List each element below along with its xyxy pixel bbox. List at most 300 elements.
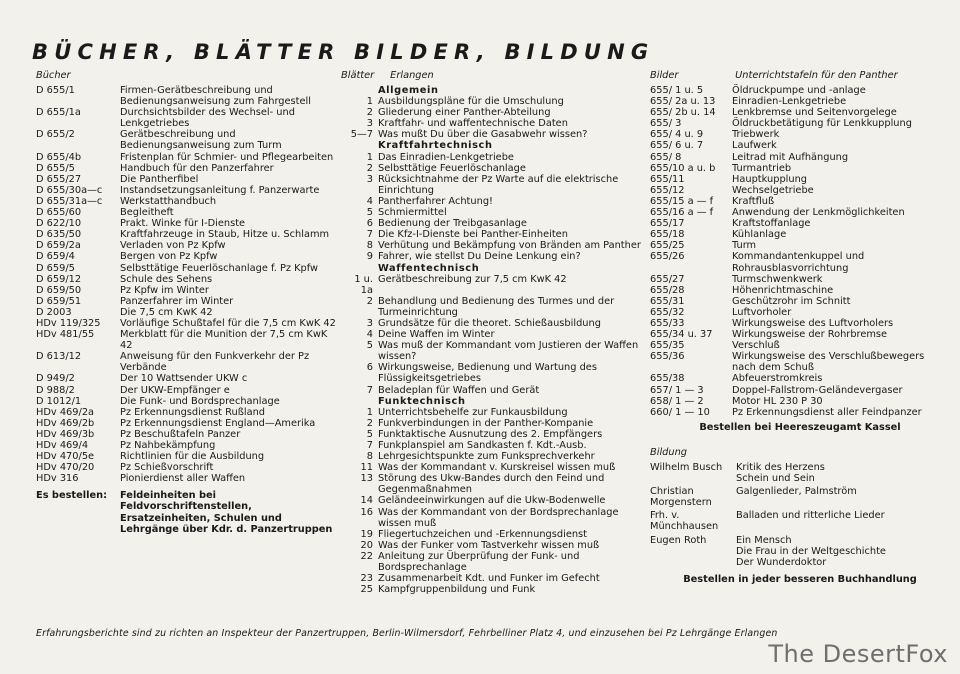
book-row bbox=[36, 429, 336, 440]
book-code: D 949/2 bbox=[36, 373, 75, 385]
picture-title: Abfeuerstromkreis bbox=[732, 373, 823, 385]
picture-title: Wirkungsweise des Verschlußbewegers nach dem Schuß bbox=[732, 351, 925, 374]
sheet-title: Was der Kommandant v. Kurskreisel wissen muß bbox=[378, 462, 616, 474]
sheet-title: Anleitung zur Überprüfung der Funk- und Bordsprechanlage bbox=[378, 550, 580, 574]
book-code: D 655/2 bbox=[36, 129, 75, 141]
sheet-row bbox=[341, 240, 641, 251]
book-code: D 659/12 bbox=[36, 273, 82, 285]
page-title: BÜCHER, BLÄTTER BILDER, BILDUNG bbox=[32, 40, 655, 64]
picture-code: 655/ 2a u. 13 bbox=[650, 96, 716, 108]
book-title: Die Pantherfibel bbox=[120, 173, 199, 185]
picture-row bbox=[650, 373, 950, 384]
sheet-title: Deine Waffen im Winter bbox=[378, 329, 495, 341]
books-order-note bbox=[36, 490, 336, 534]
sheet-row bbox=[341, 584, 641, 595]
book-title: Fristenplan für Schmier- und Pflegearbeiten bbox=[120, 151, 334, 163]
sheet-row bbox=[341, 218, 641, 229]
sheet-row bbox=[341, 329, 641, 340]
sheet-row bbox=[341, 407, 641, 418]
picture-row bbox=[650, 274, 950, 285]
sheet-number: 7 bbox=[366, 440, 373, 451]
book-title: Werkstatthandbuch bbox=[120, 195, 217, 207]
sheet-row bbox=[341, 551, 641, 573]
pictures-column bbox=[650, 70, 950, 585]
picture-row bbox=[650, 396, 950, 407]
sheet-number: 19 bbox=[360, 528, 373, 540]
education-author: Wilhelm Busch bbox=[650, 462, 723, 473]
sheet-title: Was muß der Kommandant vom Justieren der Waffen wissen? bbox=[378, 340, 639, 363]
sheet-number: 3 bbox=[366, 317, 373, 329]
sheet-row bbox=[341, 418, 641, 429]
education-row bbox=[650, 535, 950, 568]
education-row bbox=[650, 462, 950, 484]
sheet-title: Lehrgesichtspunkte zum Funksprechverkehr bbox=[378, 451, 595, 463]
sheet-row bbox=[341, 274, 641, 296]
picture-row bbox=[650, 229, 950, 240]
picture-row bbox=[650, 296, 950, 307]
picture-code: 657/ 1 — 3 bbox=[650, 384, 704, 396]
picture-code: 655/ 2b u. 14 bbox=[650, 107, 716, 119]
picture-row bbox=[650, 85, 950, 96]
book-row bbox=[36, 274, 336, 285]
picture-title: Hauptkupplung bbox=[732, 173, 808, 185]
sheet-title: Das Einradien-Lenkgetriebe bbox=[378, 151, 514, 163]
sheet-row bbox=[341, 495, 641, 506]
sheet-number: 23 bbox=[360, 573, 373, 585]
picture-row bbox=[650, 340, 950, 351]
picture-code: 655/17 bbox=[650, 218, 685, 230]
sheet-number: 20 bbox=[360, 539, 373, 551]
book-row bbox=[36, 85, 336, 107]
picture-title: Kraftstoffanlage bbox=[732, 218, 811, 230]
picture-title: Triebwerk bbox=[732, 129, 780, 141]
book-row bbox=[36, 296, 336, 307]
sheet-title: Funktaktische Ausnutzung des 2. Empfängers bbox=[378, 428, 603, 440]
book-code: HDv 469/2b bbox=[36, 417, 95, 429]
picture-row bbox=[650, 152, 950, 163]
books-header: Bücher bbox=[36, 70, 71, 81]
sheet-number: 9 bbox=[366, 251, 373, 263]
sheet-title: Verhütung und Bekämpfung von Bränden am Panther bbox=[378, 240, 641, 252]
book-code: D 988/2 bbox=[36, 384, 75, 396]
picture-row bbox=[650, 285, 950, 296]
picture-title: Leitrad mit Aufhängung bbox=[732, 151, 849, 163]
sheet-number: 8 bbox=[366, 240, 373, 252]
education-works: Kritik des Herzens Schein und Sein bbox=[736, 462, 825, 485]
picture-title: Luftvorholer bbox=[732, 306, 792, 318]
sheet-row bbox=[341, 340, 641, 362]
picture-code: 655/ 1 u. 5 bbox=[650, 85, 704, 96]
book-title: Anweisung für den Funkverkehr der Pz Verbände bbox=[120, 351, 310, 374]
book-title: Merkblatt für die Munition der 7,5 cm KwK 42 bbox=[120, 329, 328, 352]
book-title: Pz Nahbekämpfung bbox=[120, 440, 216, 451]
sheets-section-title: Allgemein bbox=[378, 85, 439, 96]
sheet-row bbox=[341, 473, 641, 495]
sheet-title: Beladeplan für Waffen und Gerät bbox=[378, 384, 540, 396]
book-row bbox=[36, 440, 336, 451]
picture-code: 655/12 bbox=[650, 184, 685, 196]
picture-title: Verschluß bbox=[732, 340, 780, 352]
sheets-header bbox=[341, 70, 641, 82]
picture-row bbox=[650, 240, 950, 251]
sheet-title: Ausbildungspläne für die Umschulung bbox=[378, 96, 564, 108]
sheet-title: Selbsttätige Feuerlöschanlage bbox=[378, 162, 526, 174]
picture-title: Wirkungsweise der Rohrbremse bbox=[732, 329, 888, 341]
picture-row bbox=[650, 351, 950, 373]
sheet-title: Schmiermittel bbox=[378, 207, 447, 219]
book-row bbox=[36, 174, 336, 185]
sheet-title: Fliegertuchzeichen und -Erkennungsdienst bbox=[378, 528, 588, 540]
sheet-number: 5 bbox=[366, 340, 373, 352]
sheet-row bbox=[341, 207, 641, 218]
picture-code: 655/11 bbox=[650, 173, 685, 185]
education-order-note: Bestellen in jeder besseren Buchhandlung bbox=[683, 573, 917, 585]
picture-title: Motor HL 230 P 30 bbox=[732, 395, 823, 407]
sheet-number: 25 bbox=[360, 584, 373, 596]
picture-code: 655/35 bbox=[650, 340, 685, 352]
picture-title: Turmschwenkwerk bbox=[732, 273, 823, 285]
book-code: D 659/4 bbox=[36, 251, 75, 263]
sheet-row bbox=[341, 540, 641, 551]
book-code: D 659/50 bbox=[36, 284, 82, 296]
book-row bbox=[36, 207, 336, 218]
sheet-number: 4 bbox=[366, 329, 373, 341]
picture-title: Öldruckbetätigung für Lenkkupplung bbox=[732, 118, 912, 130]
book-row bbox=[36, 451, 336, 462]
sheets-column bbox=[341, 70, 641, 595]
sheet-title: Störung des Ukw-Bandes durch den Feind und Gegenmaßnahmen bbox=[378, 473, 605, 496]
book-row bbox=[36, 129, 336, 151]
picture-title: Öldruckpumpe und -anlage bbox=[732, 85, 866, 96]
book-title: Der 10 Wattsender UKW c bbox=[120, 373, 248, 385]
picture-code: 655/25 bbox=[650, 240, 685, 252]
education-header: Bildung bbox=[650, 446, 688, 458]
sheet-title: Die Kfz-I-Dienste bei Panther-Einheiten bbox=[378, 229, 568, 241]
picture-title: Turm bbox=[732, 240, 757, 252]
book-code: HDv 119/325 bbox=[36, 317, 101, 329]
book-title: Pz Erkennungsdienst Rußland bbox=[120, 406, 266, 418]
book-row bbox=[36, 218, 336, 229]
picture-row bbox=[650, 329, 950, 340]
picture-title: Wechselgetriebe bbox=[732, 184, 814, 196]
sheet-row bbox=[341, 507, 641, 529]
book-title: Die Funk- und Bordsprechanlage bbox=[120, 395, 280, 407]
sheet-number: 1 u. 1a bbox=[354, 273, 373, 296]
sheets-section-title: Kraftfahrtechnisch bbox=[378, 140, 493, 152]
book-title: Schule des Sehens bbox=[120, 273, 213, 285]
picture-code: 655/ 4 u. 9 bbox=[650, 129, 704, 141]
picture-code: 655/ 3 bbox=[650, 118, 682, 130]
sheet-title: Kampfgruppenbildung und Funk bbox=[378, 584, 536, 596]
book-row bbox=[36, 307, 336, 318]
sheet-title: Gerätbeschreibung zur 7,5 cm KwK 42 bbox=[378, 273, 567, 285]
picture-row bbox=[650, 140, 950, 151]
sheet-title: Wirkungsweise, Bedienung und Wartung des Flüssigkeitsgetriebes bbox=[378, 362, 597, 385]
pictures-header-subtitle: Unterrichtstafeln für den Panther bbox=[735, 70, 898, 81]
book-title: Pz Erkennungsdienst England—Amerika bbox=[120, 417, 316, 429]
picture-title: Turmantrieb bbox=[732, 162, 792, 174]
picture-row bbox=[650, 174, 950, 185]
book-title: Selbsttätige Feuerlöschanlage f. Pz Kpfw bbox=[120, 262, 319, 274]
picture-code: 655/38 bbox=[650, 373, 685, 385]
picture-row bbox=[650, 407, 950, 418]
book-title: Pionierdienst aller Waffen bbox=[120, 473, 246, 485]
sheet-row bbox=[341, 362, 641, 384]
books-order-label: Es bestellen: bbox=[36, 490, 108, 502]
book-title: Handbuch für den Panzerfahrer bbox=[120, 162, 274, 174]
book-title: Firmen-Gerätbeschreibung und Bedienungsanweisung zum Fahrgestell bbox=[120, 85, 311, 108]
book-code: HDv 469/4 bbox=[36, 440, 89, 451]
sheet-title: Kraftfahr- und waffentechnische Daten bbox=[378, 118, 568, 130]
sheet-number: 1 bbox=[366, 406, 373, 418]
book-row bbox=[36, 229, 336, 240]
sheet-row bbox=[341, 96, 641, 107]
picture-row bbox=[650, 96, 950, 107]
sheet-row bbox=[341, 152, 641, 163]
sheet-title: Rücksichtnahme der Pz Warte auf die elektrische Einrichtung bbox=[378, 173, 619, 196]
book-row bbox=[36, 196, 336, 207]
education-author: Eugen Roth bbox=[650, 534, 707, 546]
sheet-row bbox=[341, 385, 641, 396]
book-title: Bergen von Pz Kpfw bbox=[120, 251, 218, 263]
picture-row bbox=[650, 251, 950, 273]
book-code: D 659/5 bbox=[36, 262, 75, 274]
sheet-title: Was der Kommandant von der Bordsprechanlage wissen muß bbox=[378, 506, 619, 529]
sheet-row bbox=[341, 107, 641, 118]
picture-row bbox=[650, 218, 950, 229]
pictures-order-note: Bestellen bei Heereszeugamt Kassel bbox=[699, 421, 901, 433]
sheet-number: 13 bbox=[360, 473, 373, 485]
book-code: D 655/27 bbox=[36, 173, 82, 185]
sheet-row bbox=[341, 318, 641, 329]
sheet-row bbox=[341, 451, 641, 462]
sheet-number: 7 bbox=[366, 229, 373, 241]
picture-code: 660/ 1 — 10 bbox=[650, 406, 710, 418]
picture-row bbox=[650, 385, 950, 396]
book-code: D 622/10 bbox=[36, 218, 82, 230]
picture-title: Kraftfluß bbox=[732, 195, 775, 207]
education-works: Galgenlieder, Palmström bbox=[736, 486, 857, 498]
sheets-section-title: Waffentechnisch bbox=[378, 262, 480, 274]
sheet-number: 2 bbox=[366, 162, 373, 174]
sheet-number: 14 bbox=[360, 495, 373, 507]
picture-row bbox=[650, 118, 950, 129]
sheet-number: 2 bbox=[366, 107, 373, 119]
sheet-title: Was der Funker vom Tastverkehr wissen muß bbox=[378, 539, 600, 551]
sheet-number: 1 bbox=[366, 96, 373, 108]
book-code: D 655/1a bbox=[36, 107, 81, 119]
sheet-title: Funkverbindungen in der Panther-Kompanie bbox=[378, 417, 594, 429]
sheet-number: 2 bbox=[366, 295, 373, 307]
book-title: Vorläufige Schußtafel für die 7,5 cm KwK 42 bbox=[120, 317, 336, 329]
picture-row bbox=[650, 207, 950, 218]
book-title: Pz Kpfw im Winter bbox=[120, 284, 209, 296]
book-row bbox=[36, 107, 336, 129]
sheet-number: 5—7 bbox=[350, 129, 373, 141]
sheet-number: 5 bbox=[366, 428, 373, 440]
picture-title: Lenkbremse und Seitenvorgelege bbox=[732, 107, 897, 119]
picture-title: Anwendung der Lenkmöglichkeiten bbox=[732, 207, 905, 219]
book-row bbox=[36, 418, 336, 429]
sheet-row bbox=[341, 129, 641, 140]
picture-code: 655/31 bbox=[650, 295, 685, 307]
sheets-header-label: Blätter bbox=[341, 70, 375, 81]
sheet-number: 3 bbox=[366, 173, 373, 185]
book-title: Gerätbeschreibung und Bedienungsanweisung zum Turm bbox=[120, 129, 282, 152]
sheet-title: Fahrer, wie stellst Du Deine Lenkung ein? bbox=[378, 251, 581, 263]
book-code: HDv 316 bbox=[36, 473, 79, 485]
book-row bbox=[36, 285, 336, 296]
book-title: Verladen von Pz Kpfw bbox=[120, 240, 226, 252]
book-code: D 655/31a—c bbox=[36, 195, 103, 207]
picture-row bbox=[650, 318, 950, 329]
sheet-row bbox=[341, 296, 641, 318]
sheet-number: 2 bbox=[366, 417, 373, 429]
book-code: D 659/2a bbox=[36, 240, 81, 252]
pictures-list bbox=[650, 85, 950, 418]
sheet-number: 1 bbox=[366, 151, 373, 163]
sheet-row bbox=[341, 118, 641, 129]
picture-row bbox=[650, 163, 950, 174]
book-code: HDv 469/3b bbox=[36, 428, 95, 440]
sheet-row bbox=[341, 429, 641, 440]
book-code: HDv 469/2a bbox=[36, 406, 95, 418]
book-title: Richtlinien für die Ausbildung bbox=[120, 451, 265, 463]
sheet-row bbox=[341, 229, 641, 240]
sheets-header-location: Erlangen bbox=[390, 70, 434, 81]
education-author: Frh. v. Münchhausen bbox=[650, 510, 719, 533]
books-order-text: Feldeinheiten bei Feldvorschriftenstellen, Ersatzeinheiten, Schulen und Lehrgänge über Kdr. d. Panzertruppen bbox=[120, 490, 333, 535]
picture-code: 655/36 bbox=[650, 351, 685, 363]
book-title: Durchsichtsbilder des Wechsel- und Lenkgetriebes bbox=[120, 107, 295, 130]
picture-row bbox=[650, 185, 950, 196]
book-code: D 655/4b bbox=[36, 151, 82, 163]
book-row bbox=[36, 351, 336, 373]
sheet-row bbox=[341, 163, 641, 174]
sheet-row bbox=[341, 440, 641, 451]
sheets-section-title: Funktechnisch bbox=[378, 395, 466, 407]
picture-title: Einradien-Lenkgetriebe bbox=[732, 96, 847, 108]
book-row bbox=[36, 240, 336, 251]
education-works: Balladen und ritterliche Lieder bbox=[736, 510, 885, 522]
picture-code: 655/18 bbox=[650, 229, 685, 241]
picture-code: 655/ 6 u. 7 bbox=[650, 140, 704, 152]
picture-row bbox=[650, 129, 950, 140]
sheet-number: 4 bbox=[366, 195, 373, 207]
sheet-title: Funkplanspiel am Sandkasten f. Kdt.-Ausb. bbox=[378, 440, 587, 451]
book-title: Prakt. Winke für I-Dienste bbox=[120, 218, 246, 230]
education-author: Christian Morgenstern bbox=[650, 486, 712, 509]
sheet-number: 7 bbox=[366, 384, 373, 396]
book-code: D 655/5 bbox=[36, 162, 75, 174]
picture-code: 655/27 bbox=[650, 273, 685, 285]
book-code: D 613/12 bbox=[36, 351, 82, 363]
picture-code: 655/10 a u. b bbox=[650, 162, 716, 174]
picture-title: Geschützrohr im Schnitt bbox=[732, 295, 851, 307]
book-code: D 659/51 bbox=[36, 295, 82, 307]
sheet-row bbox=[341, 251, 641, 262]
book-code: D 655/60 bbox=[36, 207, 82, 219]
picture-code: 655/34 u. 37 bbox=[650, 329, 713, 341]
sheets-list bbox=[341, 85, 641, 595]
education-works: Ein Mensch Die Frau in der Weltgeschichte Der Wunderdoktor bbox=[736, 534, 886, 568]
book-title: Instandsetzungsanleitung f. Panzerwarte bbox=[120, 184, 320, 196]
sheet-number: 6 bbox=[366, 362, 373, 374]
picture-code: 655/32 bbox=[650, 306, 685, 318]
book-row bbox=[36, 407, 336, 418]
book-title: Begleitheft bbox=[120, 207, 174, 219]
book-code: HDv 470/20 bbox=[36, 462, 95, 474]
book-code: D 655/1 bbox=[36, 85, 75, 96]
sheet-number: 8 bbox=[366, 451, 373, 463]
book-title: Pz Schießvorschrift bbox=[120, 462, 214, 474]
pictures-header-label: Bilder bbox=[650, 70, 679, 81]
picture-code: 655/15 a — f bbox=[650, 195, 714, 207]
book-code: D 635/50 bbox=[36, 229, 82, 241]
book-row bbox=[36, 473, 336, 484]
sheet-title: Geländeeinwirkungen auf die Ukw-Bodenwelle bbox=[378, 495, 606, 507]
book-title: Pz Beschußtafeln Panzer bbox=[120, 428, 241, 440]
sheet-title: Zusammenarbeit Kdt. und Funker im Gefecht bbox=[378, 573, 600, 585]
sheet-title: Gliederung einer Panther-Abteilung bbox=[378, 107, 551, 119]
book-row bbox=[36, 185, 336, 196]
book-row bbox=[36, 373, 336, 384]
sheet-number: 6 bbox=[366, 218, 373, 230]
book-code: HDv 481/55 bbox=[36, 329, 95, 341]
sheet-row bbox=[341, 573, 641, 584]
watermark: The DesertFox bbox=[768, 640, 948, 668]
pictures-header bbox=[650, 70, 950, 82]
picture-title: Kühlanlage bbox=[732, 229, 787, 241]
books-list bbox=[36, 85, 336, 484]
sheet-title: Unterrichtsbehelfe zur Funkausbildung bbox=[378, 406, 568, 418]
book-title: Der UKW-Empfänger e bbox=[120, 384, 230, 396]
sheet-row bbox=[341, 462, 641, 473]
sheet-title: Pantherfahrer Achtung! bbox=[378, 195, 493, 207]
picture-title: Wirkungsweise des Luftvorholers bbox=[732, 317, 894, 329]
picture-code: 655/28 bbox=[650, 284, 685, 296]
picture-title: Doppel-Fallstrom-Geländevergaser bbox=[732, 384, 903, 396]
sheet-title: Behandlung und Bedienung des Turmes und der Turmeinrichtung bbox=[378, 295, 615, 318]
sheet-number: 11 bbox=[360, 462, 373, 474]
book-code: D 655/30a—c bbox=[36, 184, 103, 196]
picture-row bbox=[650, 307, 950, 318]
book-row bbox=[36, 251, 336, 262]
book-row bbox=[36, 396, 336, 407]
picture-row bbox=[650, 196, 950, 207]
book-row bbox=[36, 152, 336, 163]
sheet-title: Grundsätze für die theoret. Schießausbildung bbox=[378, 317, 601, 329]
books-column bbox=[36, 70, 336, 535]
picture-code: 655/33 bbox=[650, 317, 685, 329]
book-title: Die 7,5 cm KwK 42 bbox=[120, 306, 213, 318]
picture-title: Laufwerk bbox=[732, 140, 777, 152]
book-code: D 2003 bbox=[36, 306, 72, 318]
book-row bbox=[36, 163, 336, 174]
book-code: D 1012/1 bbox=[36, 395, 82, 407]
book-code: HDv 470/5e bbox=[36, 451, 95, 463]
book-row bbox=[36, 329, 336, 351]
education-list bbox=[650, 462, 950, 568]
book-row bbox=[36, 318, 336, 329]
sheet-number: 16 bbox=[360, 506, 373, 518]
education-row bbox=[650, 510, 950, 532]
picture-code: 655/26 bbox=[650, 251, 685, 263]
picture-code: 655/ 8 bbox=[650, 151, 682, 163]
picture-title: Pz Erkennungsdienst aller Feindpanzer bbox=[732, 406, 922, 418]
book-title: Panzerfahrer im Winter bbox=[120, 295, 234, 307]
education-row bbox=[650, 486, 950, 508]
